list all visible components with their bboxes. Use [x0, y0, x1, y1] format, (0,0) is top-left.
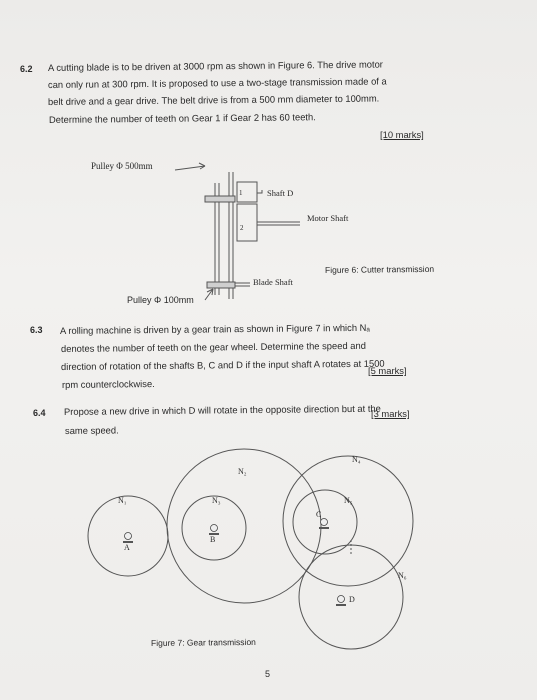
shaft-b-bearing-icon — [211, 525, 218, 532]
label-n2: N₂ — [238, 467, 247, 476]
question-number-6-2: 6.2 — [20, 64, 33, 74]
shaft-d-label: D — [349, 595, 355, 604]
q62-line-3: belt drive and a gear drive. The belt drive is from a 500 mm diameter to 100mm. — [47, 92, 380, 107]
fig6-shaft-d-label: Shaft D — [267, 188, 294, 198]
shaft-a-label: A — [124, 543, 130, 552]
shaft-d-bearing-icon — [338, 596, 345, 603]
shaft-c-bearing-icon — [321, 519, 328, 526]
q63-line-4: rpm counterclockwise. — [61, 378, 155, 390]
q62-line-2: can only run at 300 rpm. It is proposed to use a two-stage transmission made of a — [47, 75, 387, 90]
q63-line-3: direction of rotation of the shafts B, C and D if the input shaft A rotates at 1500 — [60, 357, 385, 372]
shaft-b-label: B — [210, 535, 216, 544]
fig6-caption: Figure 6: Cutter transmission — [324, 263, 435, 275]
q64-line-2: same speed. — [64, 424, 119, 436]
q64-marks: [3 marks] — [371, 408, 410, 419]
label-n3: N₃ — [212, 496, 221, 505]
q62-line-4: Determine the number of teeth on Gear 1 if Gear 2 has 60 teeth. — [48, 111, 316, 125]
fig6-pulley-top-label: Pulley Φ 500mm — [91, 161, 153, 171]
question-number-6-4: 6.4 — [33, 408, 46, 418]
shaft-c-label: C — [316, 510, 322, 519]
label-n4: N₄ — [352, 455, 361, 464]
q62-marks: [10 marks] — [380, 129, 424, 140]
fig6-gear1-label: 1 — [239, 189, 243, 197]
fig6-motor-shaft-label: Motor Shaft — [307, 213, 349, 223]
question-number-6-3: 6.3 — [30, 325, 43, 335]
fig6-gear2-label: 2 — [240, 224, 244, 232]
label-n5: N₅ — [344, 496, 353, 505]
label-n6: N₆ — [398, 571, 407, 580]
q63-line-1: A rolling machine is driven by a gear train as shown in Figure 7 in which Nₐ — [59, 321, 370, 336]
label-n1: N₁ — [118, 496, 127, 505]
q63-line-2: denotes the number of teeth on the gear wheel. Determine the speed and — [60, 339, 366, 354]
fig6-pulley-bottom-label: Pulley Φ 100mm — [127, 295, 194, 305]
fig7-caption: Figure 7: Gear transmission — [150, 636, 256, 648]
q64-line-1: Propose a new drive in which D will rotate in the opposite direction but at the — [63, 402, 381, 417]
page-number: 5 — [265, 669, 271, 679]
shaft-a-bearing-icon — [125, 533, 132, 540]
fig6-blade-shaft-label: Blade Shaft — [253, 277, 293, 287]
q63-marks: [5 marks] — [368, 365, 407, 376]
q62-line-1: A cutting blade is to be driven at 3000 rpm as shown in Figure 6. The drive motor — [47, 58, 383, 73]
